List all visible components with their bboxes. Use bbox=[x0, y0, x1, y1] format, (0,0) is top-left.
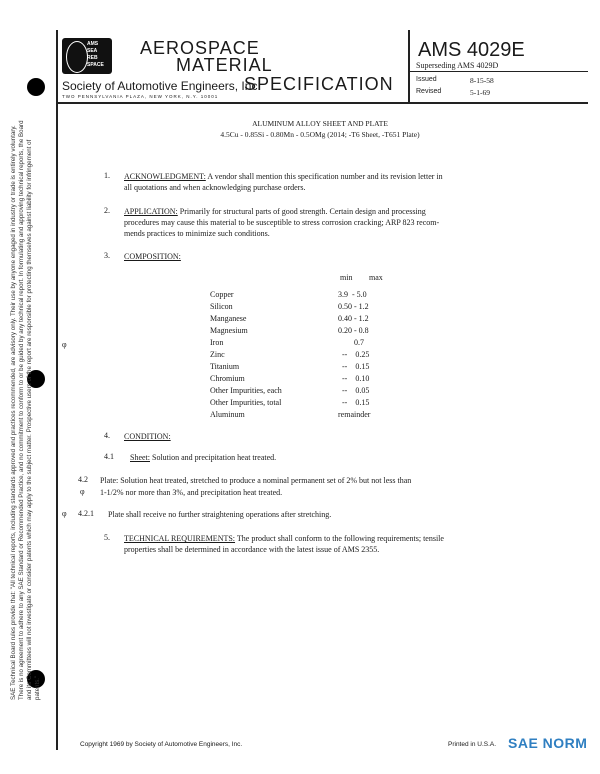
section-5-number: 5. bbox=[104, 533, 110, 542]
composition-value: 3.9 - 5.0 bbox=[338, 290, 367, 299]
society-name: Society of Automotive Engineers, Inc. bbox=[62, 79, 261, 93]
section-1-text: A vendor shall mention this specification number and its revision letter in bbox=[207, 172, 443, 181]
section-2-number: 2. bbox=[104, 206, 110, 215]
logo-letters bbox=[87, 41, 104, 69]
section-1-text-2: all quotations and when acknowledging purchase orders. bbox=[124, 183, 306, 192]
composition-min-header: min bbox=[340, 273, 353, 282]
header-line-aerospace: AEROSPACE bbox=[140, 38, 260, 58]
revised-label: Revised bbox=[416, 88, 442, 95]
section-2-text: Primarily for structural parts of good strength. Certain design and processing bbox=[179, 207, 426, 216]
composition-element: Titanium bbox=[210, 362, 240, 371]
header-divider bbox=[408, 30, 410, 102]
title-line-1: ALUMINUM ALLOY SHEET AND PLATE bbox=[252, 119, 388, 128]
composition-element: Iron bbox=[210, 338, 224, 347]
section-3-heading: COMPOSITION: bbox=[124, 252, 181, 261]
revised-date: 5-1-69 bbox=[470, 88, 490, 97]
binder-hole bbox=[27, 78, 45, 96]
composition-element: Other Impurities, each bbox=[210, 386, 282, 395]
section-5-heading: TECHNICAL REQUIREMENTS: bbox=[124, 534, 236, 543]
section-4-2 bbox=[100, 475, 550, 486]
printed-in-usa: Printed in U.S.A. bbox=[448, 741, 497, 748]
watermark-logo: SAE NORM bbox=[508, 735, 588, 751]
section-2-text-3: mends practices to minimize such conditions. bbox=[124, 229, 270, 238]
composition-element: Magnesium bbox=[210, 326, 248, 335]
superseding-note: Superseding AMS 4029D bbox=[416, 61, 499, 70]
issued-label: Issued bbox=[416, 76, 437, 83]
sidebar-disclaimer bbox=[10, 100, 41, 700]
composition-element: Copper bbox=[210, 290, 234, 299]
section-3-number: 3. bbox=[104, 251, 110, 260]
section-4-2-1-text: Plate shall receive no further straightening operations after stretching. bbox=[108, 510, 332, 519]
section-4-2-text-2: 1-1/2% nor more than 3%, and precipitation heat treated. bbox=[100, 488, 283, 497]
section-5 bbox=[124, 533, 554, 544]
section-4-2-1-number: 4.2.1 bbox=[78, 509, 94, 518]
section-4-1-heading: Sheet: bbox=[130, 453, 150, 462]
left-margin-rule bbox=[56, 30, 58, 750]
section-4-number: 4. bbox=[104, 431, 110, 440]
composition-element: Silicon bbox=[210, 302, 233, 311]
composition-element: Chromium bbox=[210, 374, 245, 383]
section-1-number: 1. bbox=[104, 171, 110, 180]
header-line-specification: SPECIFICATION bbox=[244, 74, 394, 94]
section-4-2-number: 4.2 bbox=[78, 475, 88, 484]
header-line-material: MATERIAL bbox=[176, 55, 273, 75]
logo-word: SEA bbox=[87, 48, 98, 54]
composition-value: -- 0.10 bbox=[338, 374, 370, 383]
logo-word: SPACE bbox=[87, 62, 104, 68]
sidebar-disclaimer-text: SAE Technical Board rules provide that: "All technical reports, including standards approved and practices recommended, are advisory only. Their use by anyone engaged in industry or trade is entirely voluntary. There is no agreement to adhere to any SAE Standard or Recommended Practice, and no commitment to conform to or be guided by any technical report. In formulating and approving technical reports, the Board and its Committees will not investigate or consider patents which may apply to the subject matter. Prospective users of the report are responsible for protecting themselves against liability for infringement of patents." bbox=[10, 120, 41, 700]
composition-element: Zinc bbox=[210, 350, 225, 359]
logo-emblem bbox=[66, 41, 88, 73]
composition-max-header: max bbox=[369, 273, 383, 282]
composition-value: 0.40 - 1.2 bbox=[338, 314, 369, 323]
composition-value: remainder bbox=[338, 410, 371, 419]
composition-value: 0.50 - 1.2 bbox=[338, 302, 369, 311]
section-5-text-2: properties shall be determined in accordance with the latest issue of AMS 2355. bbox=[124, 545, 380, 554]
section-4-1-text: Solution and precipitation heat treated. bbox=[152, 453, 277, 462]
composition-value: 0.7 bbox=[338, 338, 364, 347]
ams-number: AMS 4029E bbox=[418, 39, 525, 61]
header-box-rule bbox=[410, 71, 588, 72]
composition-value: -- 0.25 bbox=[338, 350, 370, 359]
sae-logo-icon bbox=[62, 38, 112, 74]
section-4-heading: CONDITION: bbox=[124, 432, 171, 441]
composition-element: Manganese bbox=[210, 314, 247, 323]
change-mark: φ bbox=[62, 509, 67, 518]
section-5-text: The product shall conform to the following requirements; tensile bbox=[236, 534, 444, 543]
section-1-heading: ACKNOWLEDGMENT: bbox=[124, 172, 206, 181]
change-mark: φ bbox=[80, 487, 85, 496]
section-4-1-number: 4.1 bbox=[104, 452, 114, 461]
section-4-2-heading: Plate: bbox=[100, 476, 119, 485]
composition-value: -- 0.15 bbox=[338, 362, 370, 371]
issued-date: 8-15-58 bbox=[470, 76, 494, 85]
composition-value: -- 0.05 bbox=[338, 386, 370, 395]
section-4-1 bbox=[130, 452, 550, 463]
society-address: TWO PENNSYLVANIA PLAZA, NEW YORK, N.Y. 10001 bbox=[62, 94, 219, 99]
section-2 bbox=[124, 206, 544, 217]
section-2-heading: APPLICATION: bbox=[124, 207, 178, 216]
section-4-2-text: Solution heat treated, stretched to produce a nominal permanent set of 2% but not less than bbox=[120, 476, 412, 485]
section-1 bbox=[124, 171, 544, 182]
logo-word: REB bbox=[87, 55, 98, 61]
copyright-notice: Copyright 1969 by Society of Automotive Engineers, Inc. bbox=[80, 741, 243, 748]
composition-element: Aluminum bbox=[210, 410, 245, 419]
logo-word: AMS bbox=[87, 41, 99, 47]
section-2-text-2: procedures may cause this material to be susceptible to stress corrosion cracking; ARP 823 recom- bbox=[124, 218, 440, 227]
change-mark: φ bbox=[62, 340, 67, 349]
composition-element: Other Impurities, total bbox=[210, 398, 282, 407]
composition-value: -- 0.15 bbox=[338, 398, 370, 407]
document-title bbox=[150, 118, 490, 140]
composition-value: 0.20 - 0.8 bbox=[338, 326, 369, 335]
title-line-2: 4.5Cu - 0.85Si - 0.80Mn - 0.5OMg (2014; -T6 Sheet, -T651 Plate) bbox=[220, 130, 420, 139]
